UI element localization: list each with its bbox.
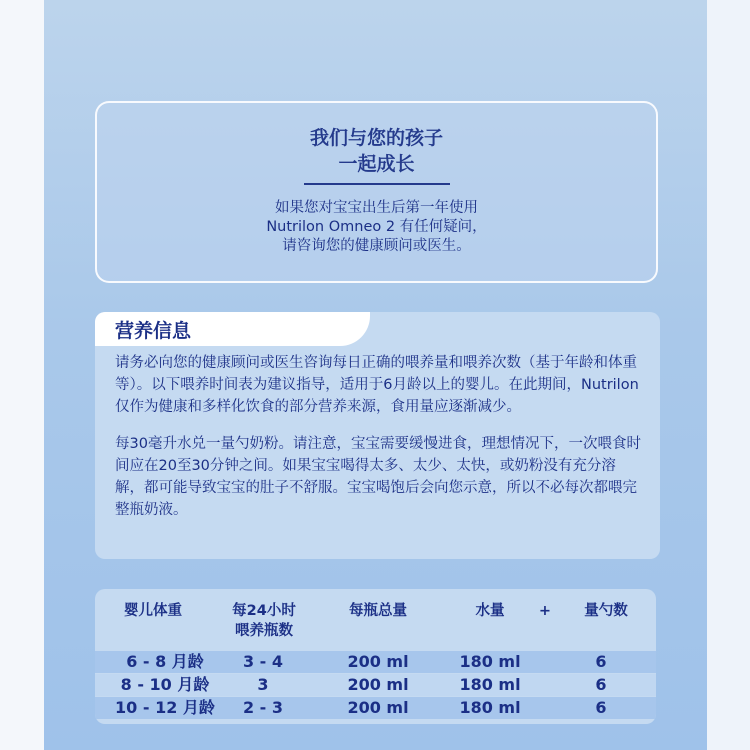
cell-scoops: 6 [595,675,607,694]
cell-water: 180 ml [459,675,521,694]
feeding-table [95,589,656,724]
cell-total: 200 ml [347,698,409,717]
table-row [95,651,656,673]
cell-total: 200 ml [347,652,409,671]
header-weight: 婴儿体重 [124,603,182,619]
header-bottles [221,601,307,641]
cell-bottles: 2 - 3 [242,698,284,717]
cell-age: 6 - 8 月龄 [126,652,204,671]
intro-title-line1: 我们与您的孩子 [309,127,443,149]
cell-age: 8 - 10 月龄 [120,675,210,694]
cell-water: 180 ml [459,698,521,717]
right-margin [707,0,750,750]
nutrition-paragraph-2: 每30毫升水兑一量勺奶粉。请注意，宝宝需要缓慢进食，理想情况下，一次喂食时间应在20至30分钟之间。如果宝宝喝得太多、太少、太快，或奶粉没有充分溶解，都可能导致宝宝的肚子不舒服。宝宝喝饱后会向您示意，所以不必每次都喂完整瓶奶液。 [115,436,641,518]
header-water: 水量 [475,603,505,619]
table-row [95,674,656,696]
header-plus: + [538,603,552,619]
cell-water: 180 ml [459,652,521,671]
header-bottles-line1: 每24小时 [232,603,296,619]
intro-title-line2: 一起成长 [338,153,415,175]
header-scoops: 量勺数 [584,603,628,619]
cell-total: 200 ml [347,675,409,694]
cell-bottles: 3 - 4 [242,652,284,671]
nutrition-paragraph-1: 请务必向您的健康顾问或医生咨询每日正确的喂养量和喂养次数（基于年龄和体重等）。以下喂养时间表为建议指导，适用于6月龄以上的婴儿。在此期间，Nutrilon仅作为健康和多样化饮食的部分营养来源，食用量应逐渐减少。 [115,355,639,415]
header-total: 每瓶总量 [349,603,407,619]
nutrition-title: 营养信息 [115,320,192,342]
table-row [95,697,656,719]
header-bottles-line2: 喂养瓶数 [235,623,293,639]
intro-text-line2: Nutrilon Omneo 2 有任何疑问， [266,219,487,235]
intro-text [97,199,656,256]
intro-text-line1: 如果您对宝宝出生后第一年使用 [275,200,478,216]
intro-card [95,101,658,283]
nutrition-info-card [95,312,660,559]
nutrition-body [115,352,643,536]
intro-text-line3: 请咨询您的健康顾问或医生。 [282,238,471,254]
cell-bottles: 3 [257,675,269,694]
cell-age: 10 - 12 月龄 [115,698,215,717]
intro-title [97,125,656,177]
cell-scoops: 6 [595,698,607,717]
intro-divider [304,183,450,185]
cell-scoops: 6 [595,652,607,671]
